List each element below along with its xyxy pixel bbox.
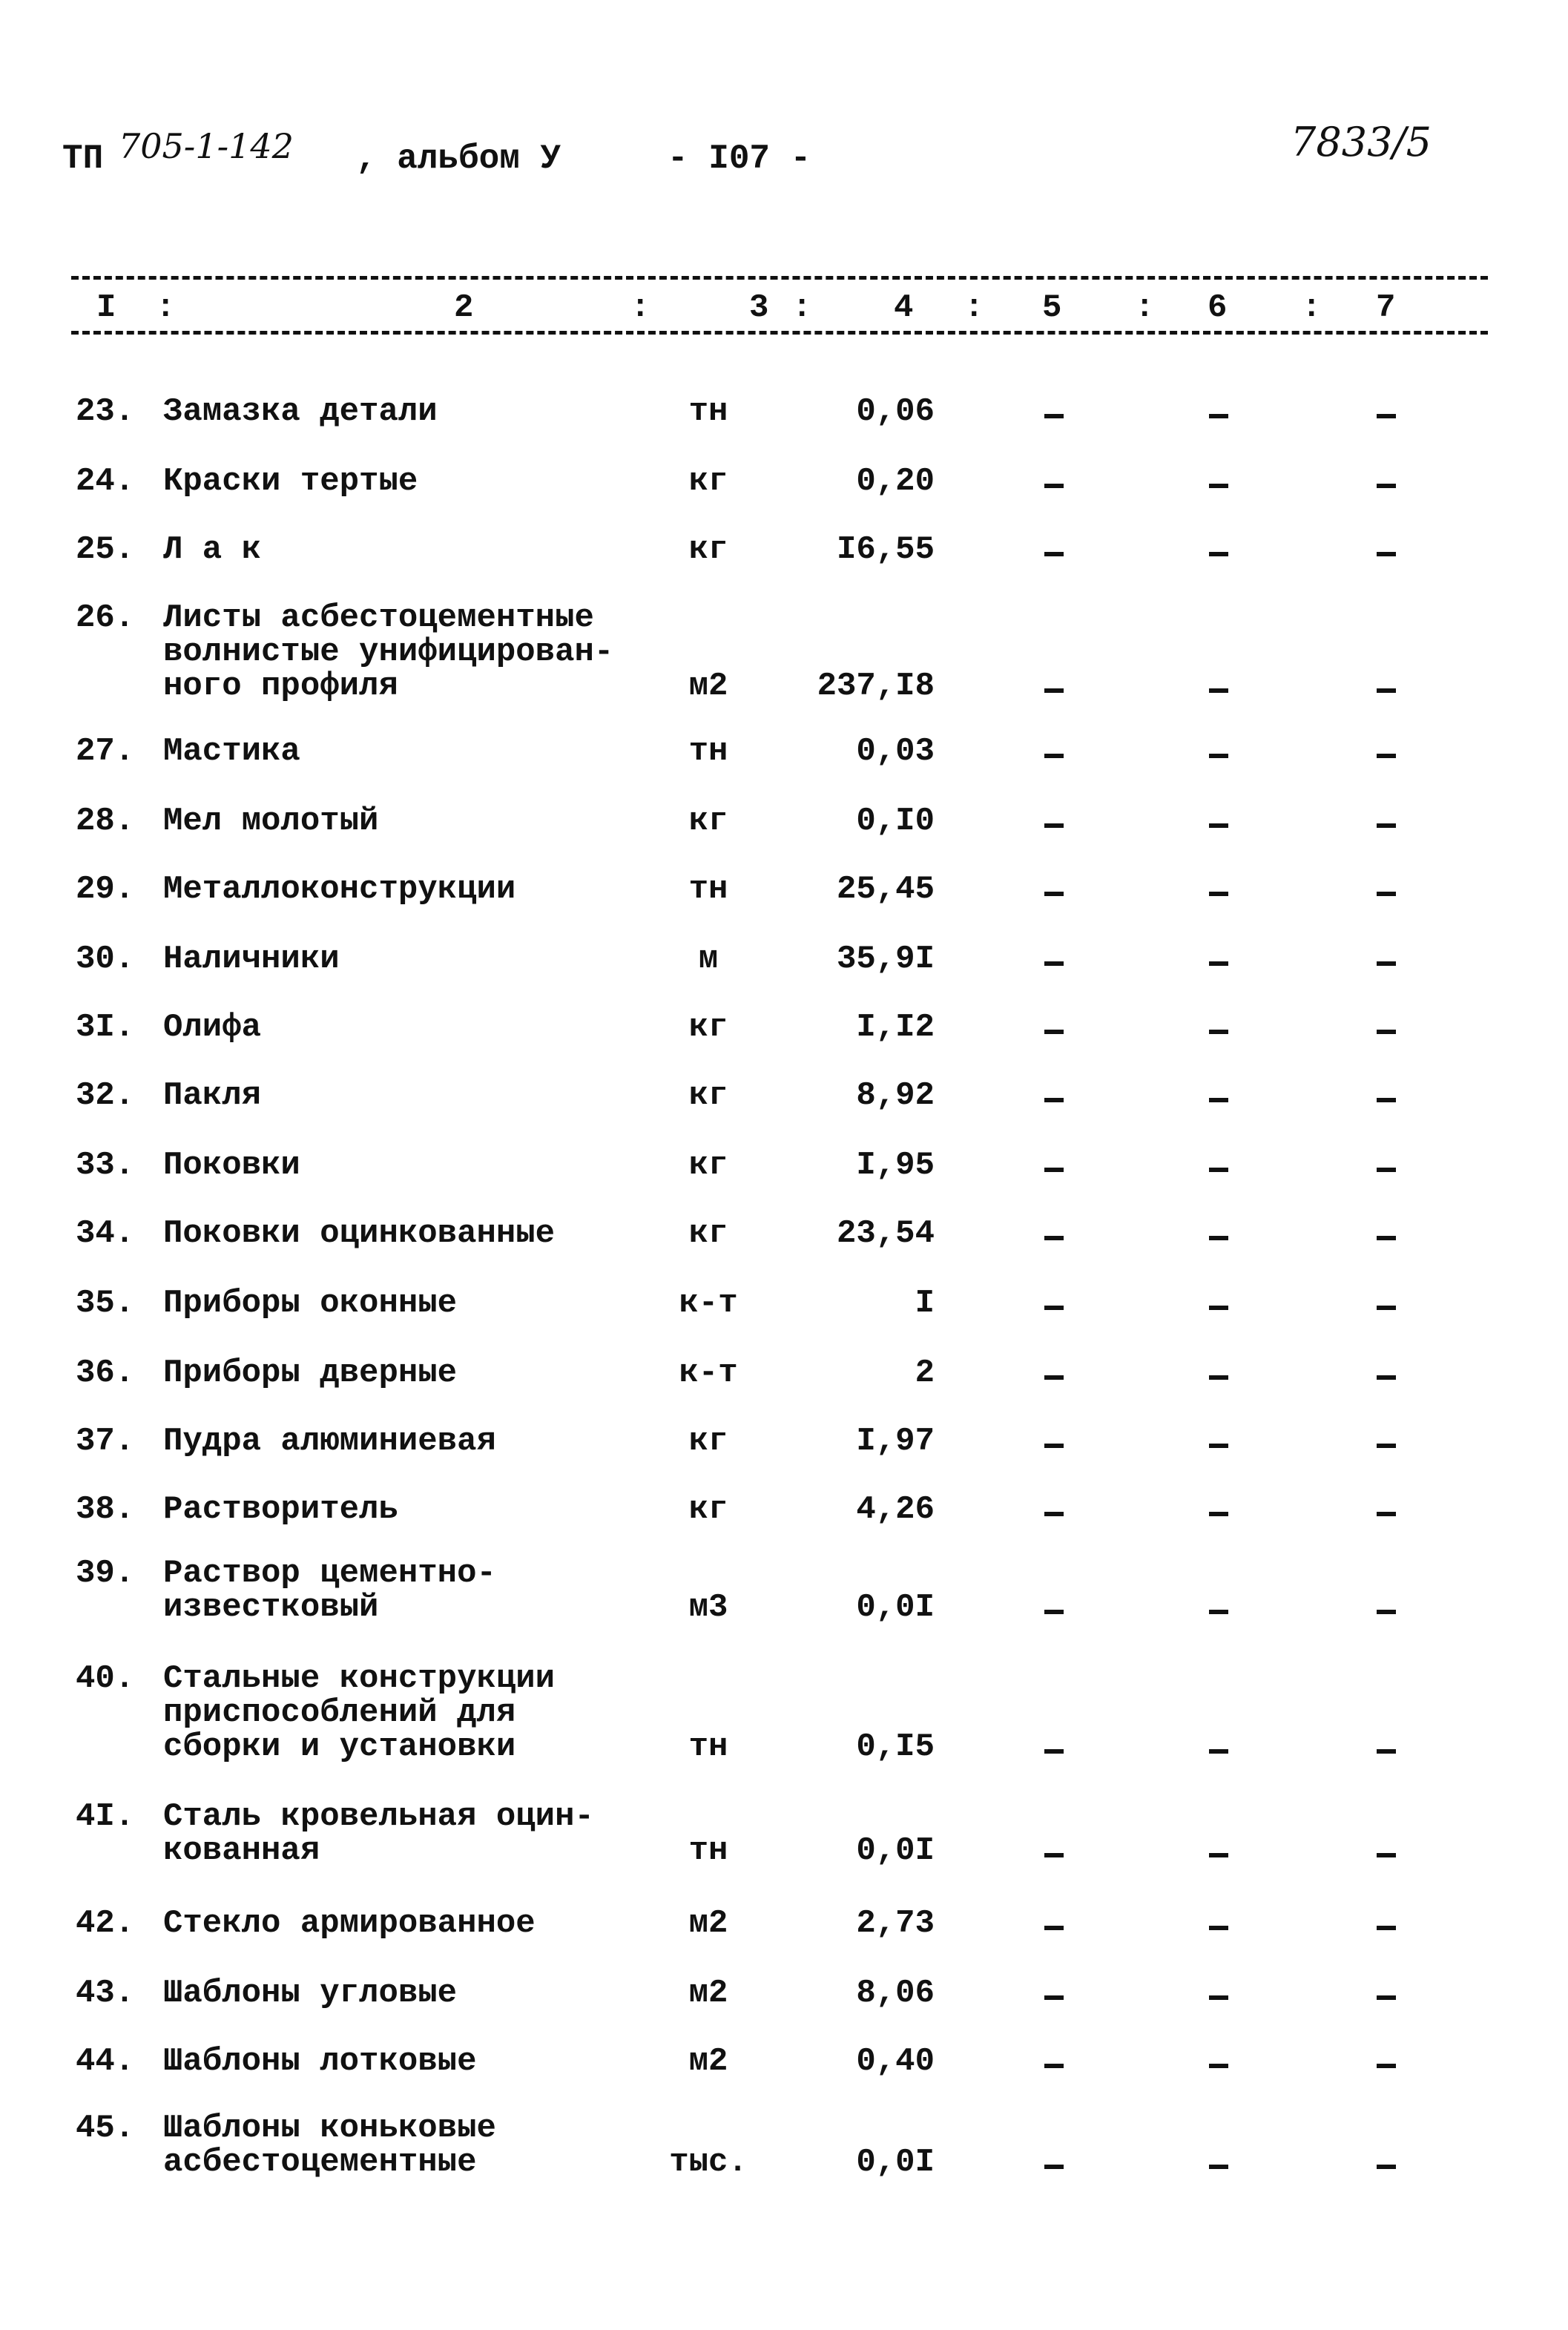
unit: тн xyxy=(688,871,728,908)
row-number: 34. xyxy=(76,1215,135,1252)
material-name: Замазка детали xyxy=(163,393,438,430)
empty-dash-c7 xyxy=(1377,1926,1396,1930)
material-name: Пакля xyxy=(163,1077,262,1114)
column-separator: : xyxy=(1302,289,1322,326)
quantity: 0,40 xyxy=(856,2043,935,2080)
empty-dash-c5 xyxy=(1044,2165,1064,2169)
empty-dash-c6 xyxy=(1209,1512,1228,1516)
quantity: I,95 xyxy=(856,1147,935,1184)
column-separator: : xyxy=(156,289,176,326)
empty-dash-c5 xyxy=(1044,1610,1064,1614)
empty-dash-c5 xyxy=(1044,961,1064,966)
empty-dash-c6 xyxy=(1209,754,1228,758)
empty-dash-c7 xyxy=(1377,1610,1396,1614)
row-number: 43. xyxy=(76,1975,135,2012)
row-number: 45. xyxy=(76,2110,135,2147)
header-divider-top xyxy=(71,276,1488,280)
empty-dash-c7 xyxy=(1377,2165,1396,2169)
empty-dash-c5 xyxy=(1044,1098,1064,1102)
empty-dash-c6 xyxy=(1209,2165,1228,2169)
quantity: I,97 xyxy=(856,1423,935,1460)
row-number: 39. xyxy=(76,1555,135,1592)
empty-dash-c7 xyxy=(1377,1306,1396,1310)
project-number-handwritten: 705-1-142 xyxy=(119,126,294,166)
quantity: 25,45 xyxy=(836,871,935,908)
empty-dash-c7 xyxy=(1377,1512,1396,1516)
row-number: 33. xyxy=(76,1147,135,1184)
empty-dash-c7 xyxy=(1377,1098,1396,1102)
empty-dash-c6 xyxy=(1209,1098,1228,1102)
column-header-3: 3 xyxy=(749,289,769,326)
unit: м2 xyxy=(688,1975,728,2012)
empty-dash-c5 xyxy=(1044,414,1064,418)
material-name: Металлоконструкции xyxy=(163,871,516,908)
empty-dash-c5 xyxy=(1044,1375,1064,1380)
unit: тн xyxy=(688,733,728,770)
material-name: Стальные конструкции xyxy=(163,1660,556,1697)
column-header-1: I xyxy=(96,289,116,326)
material-name: Поковки оцинкованные xyxy=(163,1215,556,1252)
quantity: 0,06 xyxy=(856,393,935,430)
empty-dash-c6 xyxy=(1209,823,1228,828)
header-divider-bottom xyxy=(71,331,1488,335)
material-name: волнистые унифицирован- xyxy=(163,633,614,671)
empty-dash-c6 xyxy=(1209,2064,1228,2068)
empty-dash-c7 xyxy=(1377,892,1396,896)
empty-dash-c5 xyxy=(1044,484,1064,488)
row-number: 32. xyxy=(76,1077,135,1114)
empty-dash-c6 xyxy=(1209,1610,1228,1614)
row-number: 27. xyxy=(76,733,135,770)
quantity: I6,55 xyxy=(836,531,935,568)
material-name: Краски тертые xyxy=(163,463,418,500)
column-header-6: 6 xyxy=(1208,289,1228,326)
empty-dash-c5 xyxy=(1044,1444,1064,1448)
unit: тн xyxy=(688,1832,728,1869)
empty-dash-c5 xyxy=(1044,552,1064,556)
material-name: Шаблоны лотковые xyxy=(163,2043,477,2080)
material-name: Приборы оконные xyxy=(163,1285,458,1322)
material-name: сборки и установки xyxy=(163,1728,516,1765)
unit: тн xyxy=(688,1728,728,1765)
row-number: 42. xyxy=(76,1905,135,1942)
row-number: 28. xyxy=(76,803,135,840)
material-name: Листы асбестоцементные xyxy=(163,599,594,636)
quantity: 0,03 xyxy=(856,733,935,770)
quantity: 4,26 xyxy=(856,1491,935,1528)
material-name: Шаблоны коньковые xyxy=(163,2110,496,2147)
doc-prefix: ТП xyxy=(62,139,104,178)
empty-dash-c5 xyxy=(1044,892,1064,896)
empty-dash-c6 xyxy=(1209,1926,1228,1930)
material-name: Л а к xyxy=(163,531,262,568)
empty-dash-c7 xyxy=(1377,1853,1396,1857)
row-number: 38. xyxy=(76,1491,135,1528)
empty-dash-c6 xyxy=(1209,1375,1228,1380)
quantity: 0,I0 xyxy=(856,803,935,840)
empty-dash-c6 xyxy=(1209,1168,1228,1172)
column-separator: : xyxy=(630,289,650,326)
empty-dash-c6 xyxy=(1209,1030,1228,1034)
quantity: 0,0I xyxy=(856,1589,935,1626)
empty-dash-c7 xyxy=(1377,1749,1396,1754)
empty-dash-c7 xyxy=(1377,961,1396,966)
empty-dash-c7 xyxy=(1377,1236,1396,1240)
empty-dash-c5 xyxy=(1044,1030,1064,1034)
empty-dash-c5 xyxy=(1044,1168,1064,1172)
material-name: Раствор цементно- xyxy=(163,1555,496,1592)
column-header-7: 7 xyxy=(1376,289,1396,326)
material-name: Пудра алюминиевая xyxy=(163,1423,496,1460)
unit: м2 xyxy=(688,668,728,705)
empty-dash-c6 xyxy=(1209,1444,1228,1448)
row-number: 23. xyxy=(76,393,135,430)
unit: тн xyxy=(688,393,728,430)
quantity: 2,73 xyxy=(856,1905,935,1942)
row-number: 44. xyxy=(76,2043,135,2080)
material-name: асбестоцементные xyxy=(163,2144,477,2181)
unit: кг xyxy=(688,1077,728,1114)
unit: кг xyxy=(688,1491,728,1528)
column-separator: : xyxy=(792,289,812,326)
quantity: 35,9I xyxy=(836,941,935,978)
empty-dash-c7 xyxy=(1377,2064,1396,2068)
quantity: I,I2 xyxy=(856,1009,935,1046)
material-name: известковый xyxy=(163,1589,379,1626)
empty-dash-c5 xyxy=(1044,1749,1064,1754)
quantity: 23,54 xyxy=(836,1215,935,1252)
material-name: Мастика xyxy=(163,733,300,770)
empty-dash-c5 xyxy=(1044,2064,1064,2068)
unit: кг xyxy=(688,1009,728,1046)
row-number: 24. xyxy=(76,463,135,500)
material-name: Растворитель xyxy=(163,1491,398,1528)
unit: кг xyxy=(688,1215,728,1252)
empty-dash-c7 xyxy=(1377,1030,1396,1034)
row-number: 40. xyxy=(76,1660,135,1697)
unit: м2 xyxy=(688,1905,728,1942)
quantity: 0,20 xyxy=(856,463,935,500)
empty-dash-c6 xyxy=(1209,414,1228,418)
empty-dash-c6 xyxy=(1209,1853,1228,1857)
unit: м xyxy=(698,941,719,978)
empty-dash-c6 xyxy=(1209,484,1228,488)
empty-dash-c5 xyxy=(1044,1926,1064,1930)
material-name: Поковки xyxy=(163,1147,300,1184)
quantity: 0,I5 xyxy=(856,1728,935,1765)
unit: м2 xyxy=(688,2043,728,2080)
empty-dash-c5 xyxy=(1044,823,1064,828)
empty-dash-c7 xyxy=(1377,414,1396,418)
column-separator: : xyxy=(1135,289,1155,326)
unit: тыс. xyxy=(669,2144,748,2181)
material-name: Сталь кровельная оцин- xyxy=(163,1798,594,1835)
material-name: Мел молотый xyxy=(163,803,379,840)
row-number: 25. xyxy=(76,531,135,568)
empty-dash-c6 xyxy=(1209,688,1228,693)
album-label: , альбом У xyxy=(356,139,561,178)
empty-dash-c7 xyxy=(1377,1168,1396,1172)
empty-dash-c6 xyxy=(1209,1236,1228,1240)
quantity: I xyxy=(915,1285,935,1322)
empty-dash-c5 xyxy=(1044,1236,1064,1240)
empty-dash-c7 xyxy=(1377,823,1396,828)
material-name: приспособлений для xyxy=(163,1694,516,1731)
quantity: 8,06 xyxy=(856,1975,935,2012)
empty-dash-c7 xyxy=(1377,1375,1396,1380)
column-separator: : xyxy=(964,289,984,326)
unit: к-т xyxy=(679,1285,738,1322)
row-number: 4I. xyxy=(76,1798,135,1835)
empty-dash-c6 xyxy=(1209,1995,1228,2000)
column-header-4: 4 xyxy=(894,289,914,326)
empty-dash-c5 xyxy=(1044,688,1064,693)
row-number: 30. xyxy=(76,941,135,978)
material-name: Приборы дверные xyxy=(163,1355,458,1392)
quantity: 8,92 xyxy=(856,1077,935,1114)
quantity: 237,I8 xyxy=(817,668,935,705)
page-number: - I07 - xyxy=(668,139,811,178)
empty-dash-c7 xyxy=(1377,1995,1396,2000)
unit: кг xyxy=(688,803,728,840)
empty-dash-c5 xyxy=(1044,1995,1064,2000)
empty-dash-c6 xyxy=(1209,552,1228,556)
quantity: 2 xyxy=(915,1355,935,1392)
column-header-5: 5 xyxy=(1042,289,1062,326)
empty-dash-c7 xyxy=(1377,688,1396,693)
row-number: 3I. xyxy=(76,1009,135,1046)
quantity: 0,0I xyxy=(856,1832,935,1869)
empty-dash-c6 xyxy=(1209,1749,1228,1754)
material-name: ного профиля xyxy=(163,668,398,705)
empty-dash-c5 xyxy=(1044,1306,1064,1310)
material-name: Олифа xyxy=(163,1009,262,1046)
empty-dash-c7 xyxy=(1377,754,1396,758)
empty-dash-c5 xyxy=(1044,1512,1064,1516)
empty-dash-c6 xyxy=(1209,892,1228,896)
empty-dash-c7 xyxy=(1377,1444,1396,1448)
material-name: Наличники xyxy=(163,941,340,978)
row-number: 37. xyxy=(76,1423,135,1460)
archive-number-handwritten: 7833/5 xyxy=(1291,119,1432,165)
empty-dash-c5 xyxy=(1044,754,1064,758)
unit: кг xyxy=(688,531,728,568)
empty-dash-c5 xyxy=(1044,1853,1064,1857)
column-header-2: 2 xyxy=(454,289,474,326)
unit: кг xyxy=(688,1423,728,1460)
row-number: 26. xyxy=(76,599,135,636)
unit: кг xyxy=(688,1147,728,1184)
material-name: кованная xyxy=(163,1832,320,1869)
material-name: Стекло армированное xyxy=(163,1905,536,1942)
row-number: 29. xyxy=(76,871,135,908)
unit: кг xyxy=(688,463,728,500)
empty-dash-c6 xyxy=(1209,1306,1228,1310)
row-number: 35. xyxy=(76,1285,135,1322)
empty-dash-c7 xyxy=(1377,484,1396,488)
empty-dash-c6 xyxy=(1209,961,1228,966)
quantity: 0,0I xyxy=(856,2144,935,2181)
empty-dash-c7 xyxy=(1377,552,1396,556)
unit: к-т xyxy=(679,1355,738,1392)
unit: м3 xyxy=(688,1589,728,1626)
row-number: 36. xyxy=(76,1355,135,1392)
material-name: Шаблоны угловые xyxy=(163,1975,458,2012)
